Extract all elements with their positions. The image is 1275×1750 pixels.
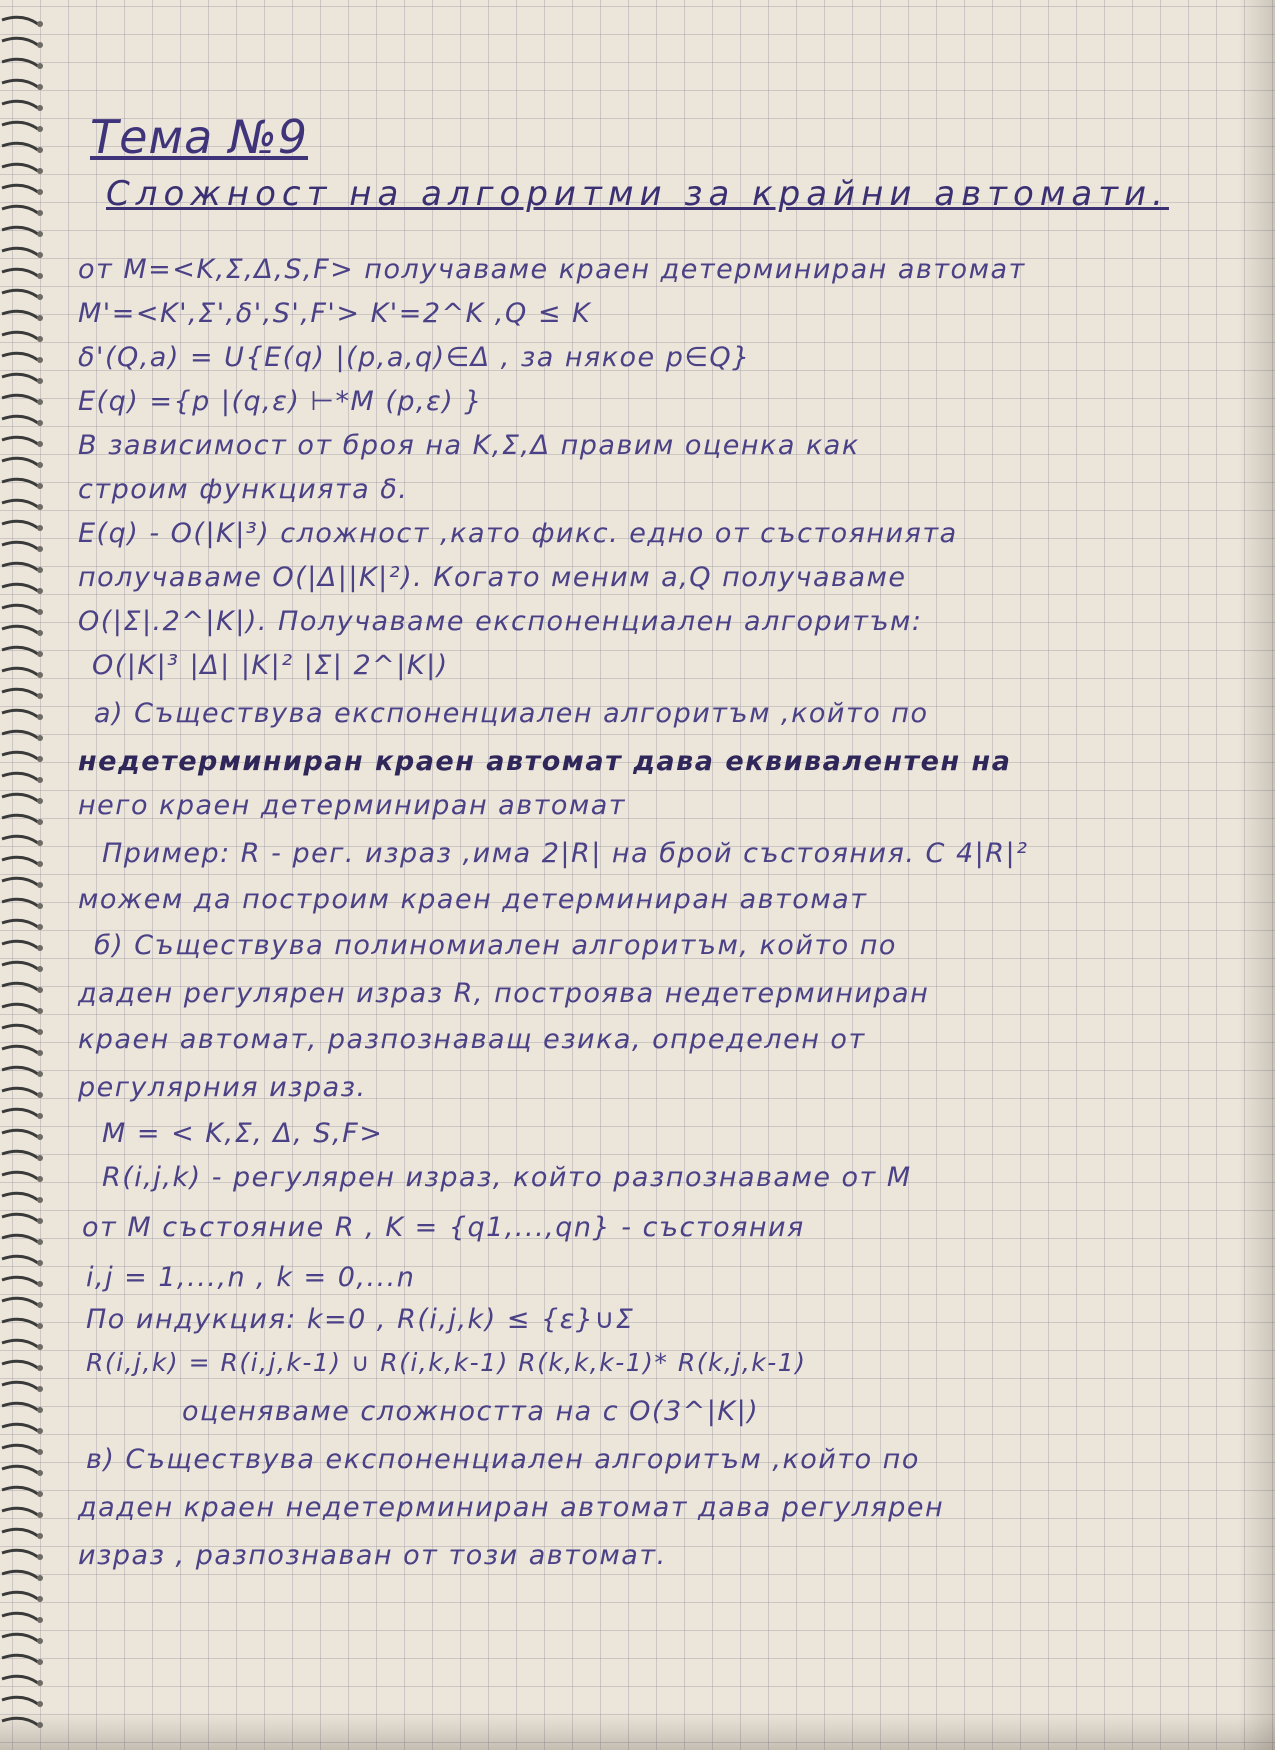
punch-hole [37,1302,43,1308]
spiral-loop [2,500,38,507]
spiral-loop [2,1235,38,1242]
punch-hole [37,630,43,636]
punch-hole [37,420,43,426]
punch-hole [37,1533,43,1539]
spiral-binding [0,0,52,1750]
spiral-loop [2,542,38,549]
handwritten-notes [72,0,1242,1750]
note-line: строим функцията δ. [78,474,409,505]
spiral-loop [2,143,38,150]
punch-hole [37,798,43,804]
punch-hole [37,693,43,699]
spiral-loop [2,1634,38,1641]
punch-hole [37,1449,43,1455]
spiral-loop [2,1655,38,1662]
punch-hole [37,1008,43,1014]
punch-hole [37,1491,43,1497]
punch-hole [37,1701,43,1707]
punch-hole [37,378,43,384]
note-line: недетерминиран краен автомат дава еквивалентен на [78,746,1012,777]
punch-hole [37,903,43,909]
punch-hole [37,924,43,930]
note-title: Тема №9 [90,110,309,164]
spiral-loop [2,1319,38,1326]
spiral-loop [2,710,38,717]
punch-hole [37,672,43,678]
punch-hole [37,1638,43,1644]
note-line: б) Съществува полиномиален алгоритъм, който по [94,930,897,961]
punch-hole [37,1575,43,1581]
note-line: В зависимост от броя на K,Σ,Δ правим оценка как [78,430,860,461]
note-line: него краен детерминиран автомат [78,790,627,821]
spiral-loop [2,248,38,255]
punch-hole [37,1218,43,1224]
punch-hole [37,1260,43,1266]
spiral-loop [2,962,38,969]
note-line: E(q) ={p |(q,ε) ⊢*M (p,ε) } [78,386,483,417]
punch-hole [37,252,43,258]
spiral-loop [2,395,38,402]
spiral-loop [2,1277,38,1284]
punch-hole [37,1680,43,1686]
punch-hole [37,1176,43,1182]
spiral-loop [2,437,38,444]
note-line: от M състояние R , K = {q1,...,qn} - състояния [82,1212,805,1243]
spiral-loop [2,920,38,927]
spiral-loop [2,1403,38,1410]
punch-hole [37,1092,43,1098]
spiral-loop [2,311,38,318]
note-line: δ'(Q,a) = U{E(q) |(p,a,q)∈Δ , за някое p∈Q} [78,342,751,373]
spiral-loop [2,332,38,339]
punch-hole [37,945,43,951]
spiral-loop [2,647,38,654]
spiral-loop [2,584,38,591]
punch-hole [37,1050,43,1056]
punch-hole [37,735,43,741]
punch-hole [37,1197,43,1203]
note-line: получаваме O(|Δ||K|²). Когато меним a,Q получаваме [78,562,907,593]
spiral-loop [2,374,38,381]
page-edge-shadow [1238,0,1275,1750]
punch-hole [37,84,43,90]
spiral-loop [2,668,38,675]
punch-hole [37,336,43,342]
spiral-loop [2,1151,38,1158]
spiral-loop [2,479,38,486]
punch-hole [37,1428,43,1434]
punch-hole [37,483,43,489]
punch-hole [37,504,43,510]
spiral-loop [2,1109,38,1116]
spiral-loop [2,1130,38,1137]
punch-hole [37,315,43,321]
spiral-loop [2,1697,38,1704]
punch-hole [37,63,43,69]
spiral-loop [2,206,38,213]
punch-hole [37,714,43,720]
spiral-loop [2,1571,38,1578]
note-line: регулярния израз. [78,1072,367,1103]
spiral-loop [2,689,38,696]
note-line: даден регулярен израз R, построява недетерминиран [78,978,930,1009]
punch-hole [37,1407,43,1413]
punch-hole [37,525,43,531]
spiral-loop [2,1214,38,1221]
spiral-loop [2,626,38,633]
spiral-loop [2,1613,38,1620]
punch-hole [37,1386,43,1392]
spiral-loop [2,416,38,423]
punch-hole [37,441,43,447]
punch-hole [37,1134,43,1140]
spiral-loop [2,794,38,801]
spiral-loop [2,836,38,843]
punch-hole [37,1239,43,1245]
punch-hole [37,1344,43,1350]
spiral-loop [2,1172,38,1179]
spiral-loop [2,1676,38,1683]
spiral-loop [2,752,38,759]
note-line: даден краен недетерминиран автомат дава регулярен [78,1492,945,1523]
spiral-loop [2,815,38,822]
spiral-loop [2,1067,38,1074]
punch-hole [37,1617,43,1623]
spiral-loop [2,1550,38,1557]
spiral-loop [2,878,38,885]
punch-hole [37,840,43,846]
punch-hole [37,357,43,363]
note-subtitle: Сложност на алгоритми за крайни автомати. [106,174,1169,214]
punch-hole [37,1029,43,1035]
note-line: оценяваме сложността на с O(3^|K|) [182,1396,760,1427]
spiral-loop [2,563,38,570]
spiral-loop [2,899,38,906]
punch-hole [37,588,43,594]
punch-hole [37,294,43,300]
punch-hole [37,651,43,657]
note-line: краен автомат, разпознаващ езика, определен от [78,1024,866,1055]
spiral-loop [2,290,38,297]
spiral-loop [2,38,38,45]
punch-hole [37,987,43,993]
punch-hole [37,861,43,867]
punch-hole [37,168,43,174]
spiral-loop [2,1004,38,1011]
spiral-loop [2,1529,38,1536]
spiral-loop [2,122,38,129]
punch-hole [37,105,43,111]
punch-hole [37,189,43,195]
spiral-loop [2,17,38,24]
spiral-loop [2,1298,38,1305]
spiral-loop [2,164,38,171]
punch-hole [37,126,43,132]
spiral-loop [2,269,38,276]
spiral-loop [2,1046,38,1053]
spiral-loop [2,1508,38,1515]
spiral-loop [2,773,38,780]
punch-hole [37,567,43,573]
punch-hole [37,546,43,552]
spiral-loop [2,1088,38,1095]
note-line: в) Съществува експоненциален алгоритъм ,който по [86,1444,920,1475]
note-line: E(q) - O(|K|³) сложност ,като фикс. едно от състоянията [78,518,958,549]
spiral-loop [2,80,38,87]
punch-hole [37,609,43,615]
spiral-loop [2,1340,38,1347]
spiral-loop [2,1424,38,1431]
punch-hole [37,1365,43,1371]
punch-hole [37,1596,43,1602]
spiral-loop [2,941,38,948]
spiral-loop [2,731,38,738]
spiral-loop [2,1256,38,1263]
punch-hole [37,42,43,48]
spiral-loop [2,59,38,66]
spiral-loop [2,227,38,234]
punch-hole [37,882,43,888]
punch-hole [37,231,43,237]
note-line: По индукция: k=0 , R(i,j,k) ≤ {ε}∪Σ [86,1304,635,1335]
spiral-loop [2,185,38,192]
note-line: а) Съществува експоненциален алгоритъм ,който по [94,698,929,729]
punch-hole [37,462,43,468]
note-line: O(|Σ|.2^|K|). Получаваме експоненциален алгоритъм: [78,606,923,637]
punch-hole [37,1659,43,1665]
punch-hole [37,399,43,405]
spiral-loop [2,1193,38,1200]
spiral-loop [2,101,38,108]
spiral-loop [2,605,38,612]
note-line: от M=<K,Σ,Δ,S,F> получаваме краен детерминиран автомат [78,254,1026,285]
spiral-loop [2,1382,38,1389]
punch-hole [37,210,43,216]
spiral-loop [2,1361,38,1368]
punch-hole [37,966,43,972]
spiral-loop [2,1487,38,1494]
note-line: O(|K|³ |Δ| |K|² |Σ| 2^|K|) [92,650,449,681]
note-line: i,j = 1,...,n , k = 0,...n [86,1262,416,1293]
note-line: R(i,j,k) = R(i,j,k-1) ∪ R(i,k,k-1) R(k,k,k-1)* R(k,j,k-1) [86,1348,807,1377]
punch-hole [37,1470,43,1476]
spiral-loop [2,857,38,864]
punch-hole [37,819,43,825]
spiral-loop [2,458,38,465]
spiral-loop [2,1466,38,1473]
punch-hole [37,21,43,27]
punch-hole [37,1554,43,1560]
punch-hole [37,147,43,153]
note-line: R(i,j,k) - регулярен израз, който разпознаваме от M [102,1162,912,1193]
spiral-loop [2,1025,38,1032]
note-line-example: Пример: R - рег. израз ,има 2|R| на брой състояния. С 4|R|² [102,838,1029,869]
note-line: M = < K,Σ, Δ, S,F> [102,1118,384,1149]
spiral-loop [2,521,38,528]
punch-hole [37,273,43,279]
punch-hole [37,1281,43,1287]
punch-hole [37,756,43,762]
punch-hole [37,1512,43,1518]
note-line: израз , разпознаван от този автомат. [78,1540,667,1571]
punch-hole [37,1155,43,1161]
punch-hole [37,1071,43,1077]
spiral-loop [2,1592,38,1599]
spiral-loop [2,353,38,360]
spiral-loop [2,1445,38,1452]
note-line: можем да построим краен детерминиран автомат [78,884,868,915]
punch-hole [37,1113,43,1119]
spiral-loop [2,983,38,990]
punch-hole [37,1323,43,1329]
punch-hole [37,777,43,783]
note-line: M'=<K',Σ',δ',S',F'> K'=2^K ,Q ≤ K [78,298,592,329]
